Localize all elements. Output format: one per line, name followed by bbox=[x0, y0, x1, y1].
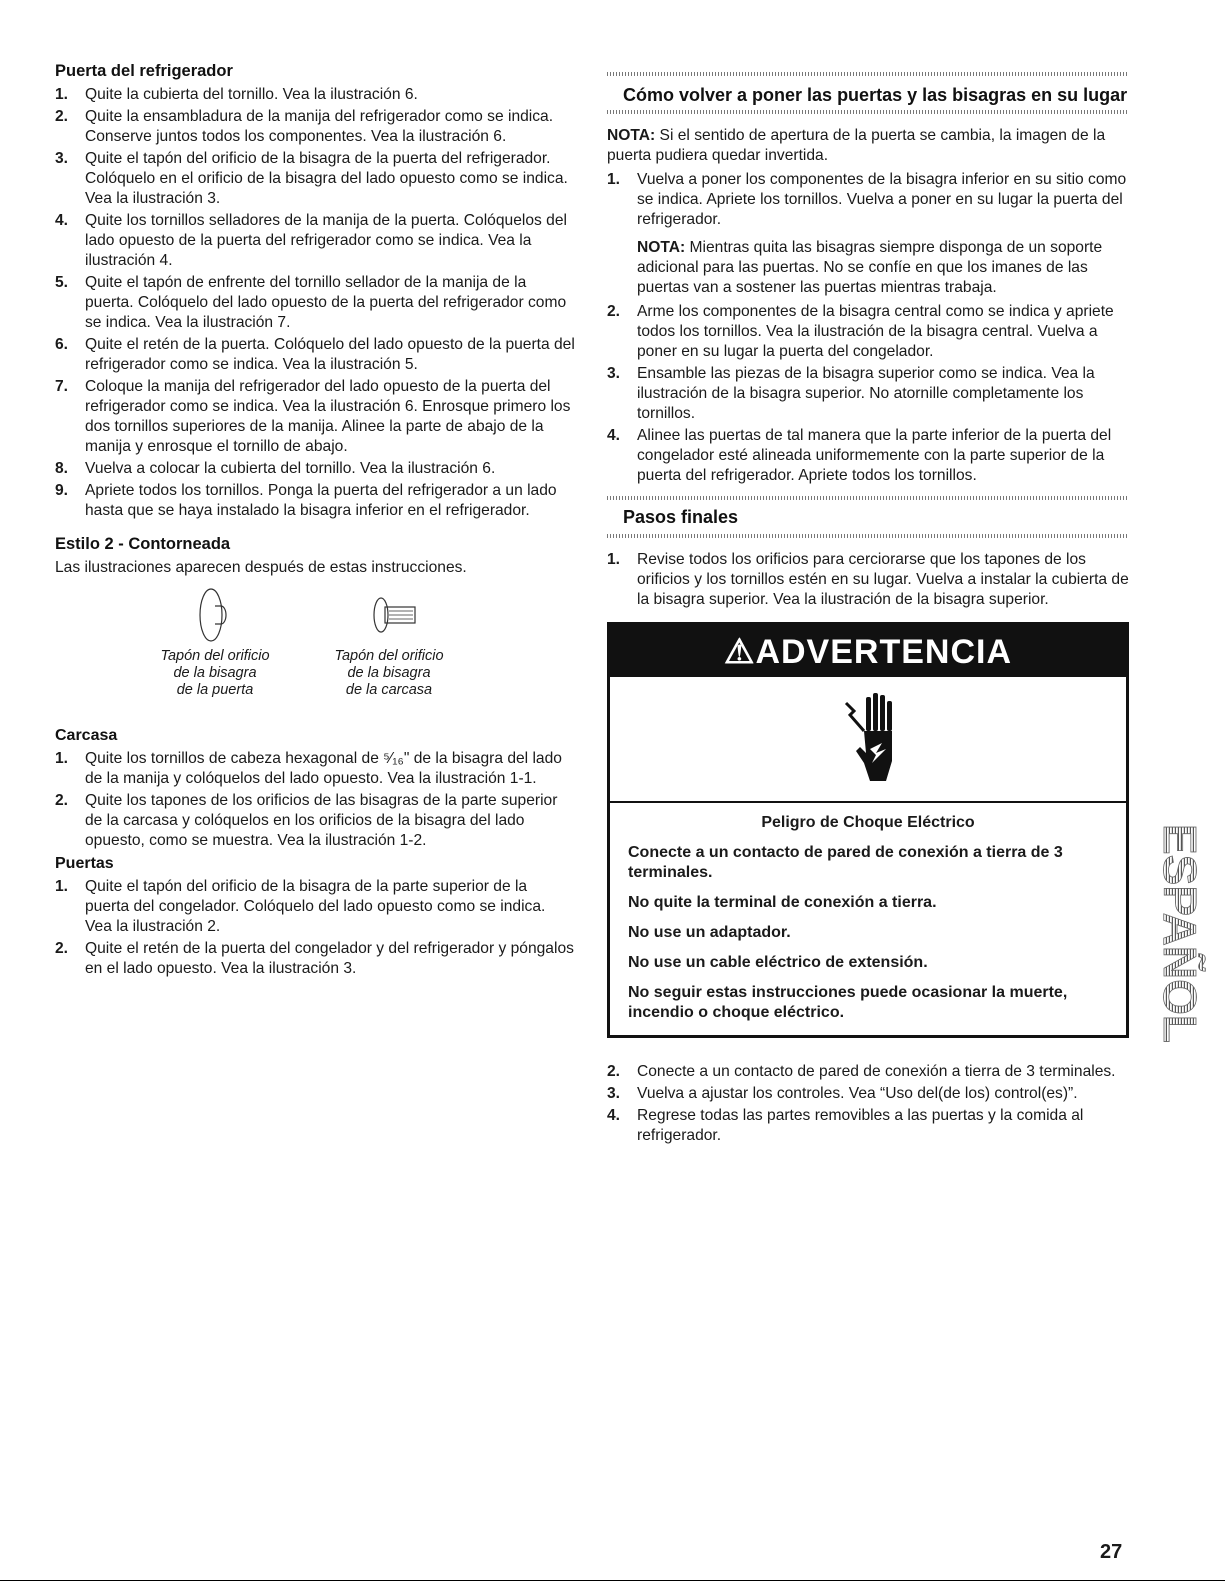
list-item bbox=[607, 364, 1129, 424]
list-item bbox=[607, 550, 1129, 610]
refrigerator-door-heading: Puerta del refrigerador bbox=[55, 62, 233, 80]
step-text: Revise todos los orificios para cerciorarse que los tapones de los orificios y los tornillos estén en su lugar. Vuelva a instalar la cubierta de la bisagra superior. Vea la ilustración de la bisagra superior. bbox=[637, 551, 1129, 608]
list-item bbox=[55, 107, 575, 147]
electric-shock-hand-icon bbox=[842, 691, 902, 787]
replace-note bbox=[607, 126, 1129, 166]
door-hinge-plug-icon bbox=[195, 586, 239, 644]
warning-triangle-icon: ⚠ bbox=[723, 633, 756, 671]
step-number: 1. bbox=[607, 171, 621, 188]
list-item bbox=[55, 481, 575, 521]
language-side-tab bbox=[1150, 820, 1210, 1060]
step-text: Quite el retén de la puerta. Colóquelo del lado opuesto de la puerta del refrigerador como se indica. Vea la ilustración 5. bbox=[85, 336, 575, 373]
final-steps-heading: Pasos finales bbox=[623, 507, 739, 527]
list-item bbox=[607, 170, 1129, 298]
step-number: 1. bbox=[55, 86, 69, 103]
warning-title: ADVERTENCIA bbox=[755, 633, 1013, 671]
list-item bbox=[55, 939, 575, 979]
note-text: Si el sentido de apertura de la puerta se cambia, la imagen de la puerta pudiera quedar invertida. bbox=[607, 127, 1106, 164]
step-number: 1. bbox=[607, 551, 621, 568]
list-item bbox=[55, 749, 575, 789]
step-number: 3. bbox=[55, 150, 69, 167]
step-number: 8. bbox=[55, 460, 69, 477]
step-number: 2. bbox=[55, 940, 69, 957]
cabinet-steps bbox=[55, 749, 575, 851]
section-rule bbox=[607, 110, 1129, 114]
step-number: 4. bbox=[607, 427, 621, 444]
style2-heading: Estilo 2 - Contorneada bbox=[55, 535, 231, 553]
step-number: 1. bbox=[55, 878, 69, 895]
step-text: Vuelva a ajustar los controles. Vea “Uso del(de los) control(es)”. bbox=[637, 1085, 1078, 1102]
list-item bbox=[607, 1062, 1129, 1082]
note-label: NOTA: bbox=[637, 239, 686, 256]
replace-steps bbox=[607, 170, 1129, 486]
warning-box bbox=[607, 622, 1129, 1038]
right-column bbox=[607, 72, 1129, 1148]
list-item bbox=[607, 426, 1129, 486]
step-text: Vuelva a colocar la cubierta del tornillo. Vea la ilustración 6. bbox=[85, 460, 496, 477]
list-item bbox=[55, 273, 575, 333]
warning-line: No seguir estas instrucciones puede ocasionar la muerte, incendio o choque eléctrico. bbox=[628, 984, 1068, 1021]
step-number: 4. bbox=[55, 212, 69, 229]
step-text: Conecte a un contacto de pared de conexión a tierra de 3 terminales. bbox=[637, 1063, 1116, 1080]
warning-line: No quite la terminal de conexión a tierra. bbox=[628, 894, 937, 911]
warning-header bbox=[610, 625, 1126, 677]
doors-heading: Puertas bbox=[55, 855, 114, 872]
step-text: Quite el tapón del orificio de la bisagra de la parte superior de la puerta del congelador. Colóquelo del lado opuesto como se indica. Vea la ilustración 2. bbox=[85, 878, 546, 935]
step-number: 2. bbox=[607, 303, 621, 320]
list-item bbox=[607, 302, 1129, 362]
sub-note bbox=[637, 238, 1129, 298]
step-number: 2. bbox=[607, 1063, 621, 1080]
list-item bbox=[55, 459, 575, 479]
step-number: 6. bbox=[55, 336, 69, 353]
illustration-captions bbox=[55, 648, 575, 699]
step-number: 7. bbox=[55, 378, 69, 395]
step-text: Ensamble las piezas de la bisagra superior como se indica. Vea la ilustración de la bisagra superior. No atornille completamente los tornillos. bbox=[637, 365, 1095, 422]
step-text: Apriete todos los tornillos. Ponga la puerta del refrigerador a un lado hasta que se haya instalado la bisagra inferior en el refrigerador. bbox=[85, 482, 557, 519]
step-text: Quite la ensambladura de la manija del refrigerador como se indica. Conserve juntos todos los componentes. Vea la ilustración 6. bbox=[85, 108, 554, 145]
cabinet-hinge-plug-icon bbox=[367, 594, 437, 636]
step-number: 4. bbox=[607, 1107, 621, 1124]
list-item bbox=[55, 149, 575, 209]
step-number: 5. bbox=[55, 274, 69, 291]
final-steps-bottom bbox=[607, 1062, 1129, 1146]
step-text: Coloque la manija del refrigerador del lado opuesto de la puerta del refrigerador como se indica. Vea la ilustración 6. Enrosque primero los dos tornillos superiores de la manija. Alinee la parte de abajo de la manija y enrosque el tornillo de abajo. bbox=[85, 378, 571, 455]
step-number: 2. bbox=[55, 792, 69, 809]
step-text: Quite el retén de la puerta del congelador y del refrigerador y póngalos en el lado opuesto. Vea la ilustración 3. bbox=[85, 940, 574, 977]
style2-intro: Las ilustraciones aparecen después de estas instrucciones. bbox=[55, 559, 467, 576]
refrigerator-door-steps bbox=[55, 85, 575, 521]
step-text: Quite el tapón del orificio de la bisagra de la puerta del refrigerador. Colóquelo en el orificio de la bisagra del lado opuesto como se indica. Vea la ilustración 3. bbox=[85, 150, 568, 207]
warning-body bbox=[610, 803, 1126, 1035]
step-number: 1. bbox=[55, 750, 69, 767]
step-text: Alinee las puertas de tal manera que la parte inferior de la puerta del congelador esté alineada uniformemente con la parte superior de la puerta del refrigerador. Apriete todos los tornillos. bbox=[637, 427, 1112, 484]
note-text: Mientras quita las bisagras siempre disponga de un soporte adicional para las puertas. No se confíe en que los imanes de las puertas van a sostener las puertas mientras trabaja. bbox=[637, 239, 1103, 296]
shock-hazard-pictogram-area bbox=[610, 677, 1126, 803]
step-number: 9. bbox=[55, 482, 69, 499]
step-text: Vuelva a poner los componentes de la bisagra inferior en su sitio como se indica. Apriete los tornillos. Vuelva a poner en su lugar la puerta del refrigerador. bbox=[637, 171, 1127, 228]
doors-steps bbox=[55, 877, 575, 979]
step-text: Quite los tornillos selladores de la manija de la puerta. Colóquelos del lado opuesto de la puerta del refrigerador como se indica. Vea la ilustración 4. bbox=[85, 212, 567, 269]
final-steps-top bbox=[607, 550, 1129, 610]
list-item bbox=[55, 377, 575, 457]
door-plug-caption: Tapón del orificio de la bisagra de la puerta bbox=[160, 648, 270, 698]
step-text: Arme los componentes de la bisagra central como se indica y apriete todos los tornillos. Vea la ilustración de la bisagra central. Vuelva a poner en su lugar la puerta del congelador. bbox=[637, 303, 1114, 360]
list-item bbox=[55, 791, 575, 851]
cabinet-heading: Carcasa bbox=[55, 727, 118, 744]
section-rule bbox=[607, 534, 1129, 538]
warning-line: No use un adaptador. bbox=[628, 924, 791, 941]
bottom-rule bbox=[0, 1580, 1225, 1581]
list-item bbox=[55, 211, 575, 271]
left-column bbox=[55, 62, 575, 981]
list-item bbox=[55, 85, 575, 105]
step-text: Quite los tornillos de cabeza hexagonal de ⁵⁄₁₆" de la bisagra del lado de la manija y colóquelos del lado opuesto. Vea la ilustración 1-1. bbox=[85, 750, 562, 787]
side-tab-text: ESPAÑOL bbox=[1154, 824, 1206, 1043]
hazard-title: Peligro de Choque Eléctrico bbox=[761, 814, 975, 831]
list-item bbox=[55, 877, 575, 937]
step-text: Quite el tapón de enfrente del tornillo sellador de la manija de la puerta. Colóquelo del lado opuesto de la puerta del refrigerador como se indica. Vea la ilustración 7. bbox=[85, 274, 567, 331]
step-text: Quite los tapones de los orificios de las bisagras de la parte superior de la carcasa y colóquelos en los orificios de la bisagra del lado opuesto, como se muestra. Vea la ilustración 1-2. bbox=[85, 792, 558, 849]
step-number: 3. bbox=[607, 365, 621, 382]
cabinet-plug-caption: Tapón del orificio de la bisagra de la carcasa bbox=[334, 648, 444, 698]
note-label: NOTA: bbox=[607, 127, 656, 144]
list-item bbox=[607, 1106, 1129, 1146]
replace-doors-heading: Cómo volver a poner las puertas y las bisagras en su lugar bbox=[623, 85, 1128, 105]
warning-line: No use un cable eléctrico de extensión. bbox=[628, 954, 928, 971]
hinge-plug-illustrations bbox=[55, 584, 575, 648]
page-number: 27 bbox=[1100, 1541, 1123, 1563]
list-item bbox=[55, 335, 575, 375]
list-item bbox=[607, 1084, 1129, 1104]
warning-line: Conecte a un contacto de pared de conexión a tierra de 3 terminales. bbox=[628, 844, 1063, 881]
step-number: 3. bbox=[607, 1085, 621, 1102]
step-text: Quite la cubierta del tornillo. Vea la ilustración 6. bbox=[85, 86, 418, 103]
step-text: Regrese todas las partes removibles a las puertas y la comida al refrigerador. bbox=[637, 1107, 1084, 1144]
step-number: 2. bbox=[55, 108, 69, 125]
